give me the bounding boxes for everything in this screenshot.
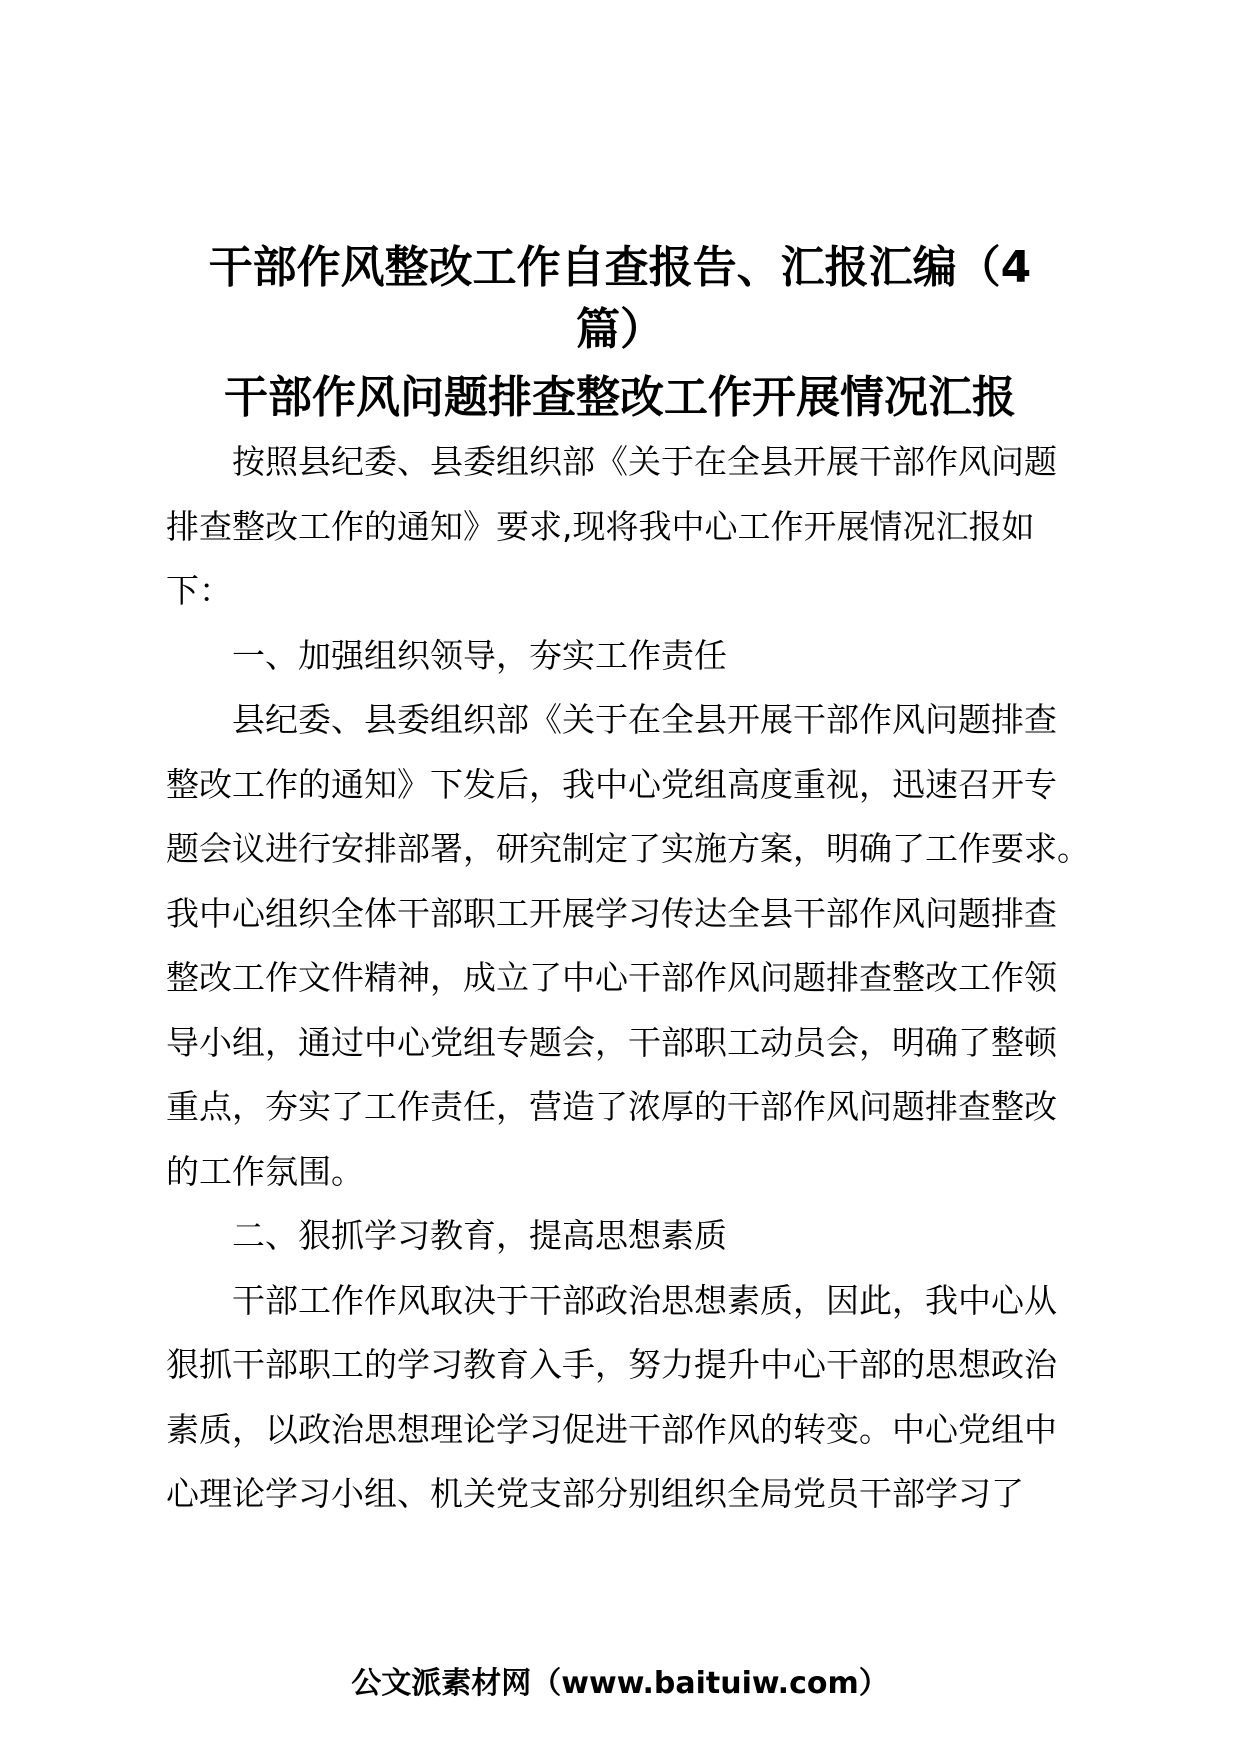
section-heading-2: 二、狠抓学习教育，提高思想素质 bbox=[166, 1216, 727, 1255]
body-line: 按照县纪委、县委组织部《关于在全县开展干部作风问题 bbox=[166, 442, 1057, 481]
body-line: 重点，夯实了工作责任，营造了浓厚的干部作风问题排查整改 bbox=[166, 1087, 1057, 1126]
document-title-line-1: 干部作风整改工作自查报告、汇报汇编（4 bbox=[208, 242, 1032, 293]
body-line: 导小组，通过中心党组专题会，干部职工动员会，明确了整顿 bbox=[166, 1022, 1057, 1062]
body-line: 我中心组织全体干部职工开展学习传达全县干部作风问题排查 bbox=[166, 893, 1057, 933]
body-line: 干部工作作风取决于干部政治思想素质，因此，我中心从 bbox=[166, 1280, 1057, 1320]
body-line: 下： bbox=[166, 571, 232, 610]
body-line: 排查整改工作的通知》要求,现将我中心工作开展情况汇报如 bbox=[166, 506, 1035, 546]
body-line: 素质，以政治思想理论学习促进干部作风的转变。中心党组中 bbox=[166, 1409, 1057, 1449]
footer-watermark: 公文派素材网（www.baituiw.com） bbox=[351, 1666, 889, 1701]
section-heading-1: 一、加强组织领导，夯实工作责任 bbox=[166, 635, 727, 675]
body-line: 题会议进行安排部署，研究制定了实施方案，明确了工作要求。 bbox=[166, 829, 1090, 868]
document-body bbox=[166, 430, 1090, 1527]
body-line: 狠抓干部职工的学习教育入手，努力提升中心干部的思想政治 bbox=[166, 1345, 1057, 1384]
body-line: 心理论学习小组、机关党支部分别组织全局党员干部学习了 bbox=[166, 1474, 1024, 1513]
body-line: 整改工作的通知》下发后，我中心党组高度重视，迅速召开专 bbox=[166, 764, 1057, 804]
body-line: 整改工作文件精神，成立了中心干部作风问题排查整改工作领 bbox=[166, 958, 1057, 997]
body-line: 县纪委、县委组织部《关于在全县开展干部作风问题排查 bbox=[166, 700, 1057, 739]
document-subtitle: 干部作风问题排查整改工作开展情况汇报 bbox=[224, 372, 1016, 423]
body-line: 的工作氛围。 bbox=[166, 1151, 364, 1191]
document-title-line-2: 篇） bbox=[576, 304, 664, 355]
